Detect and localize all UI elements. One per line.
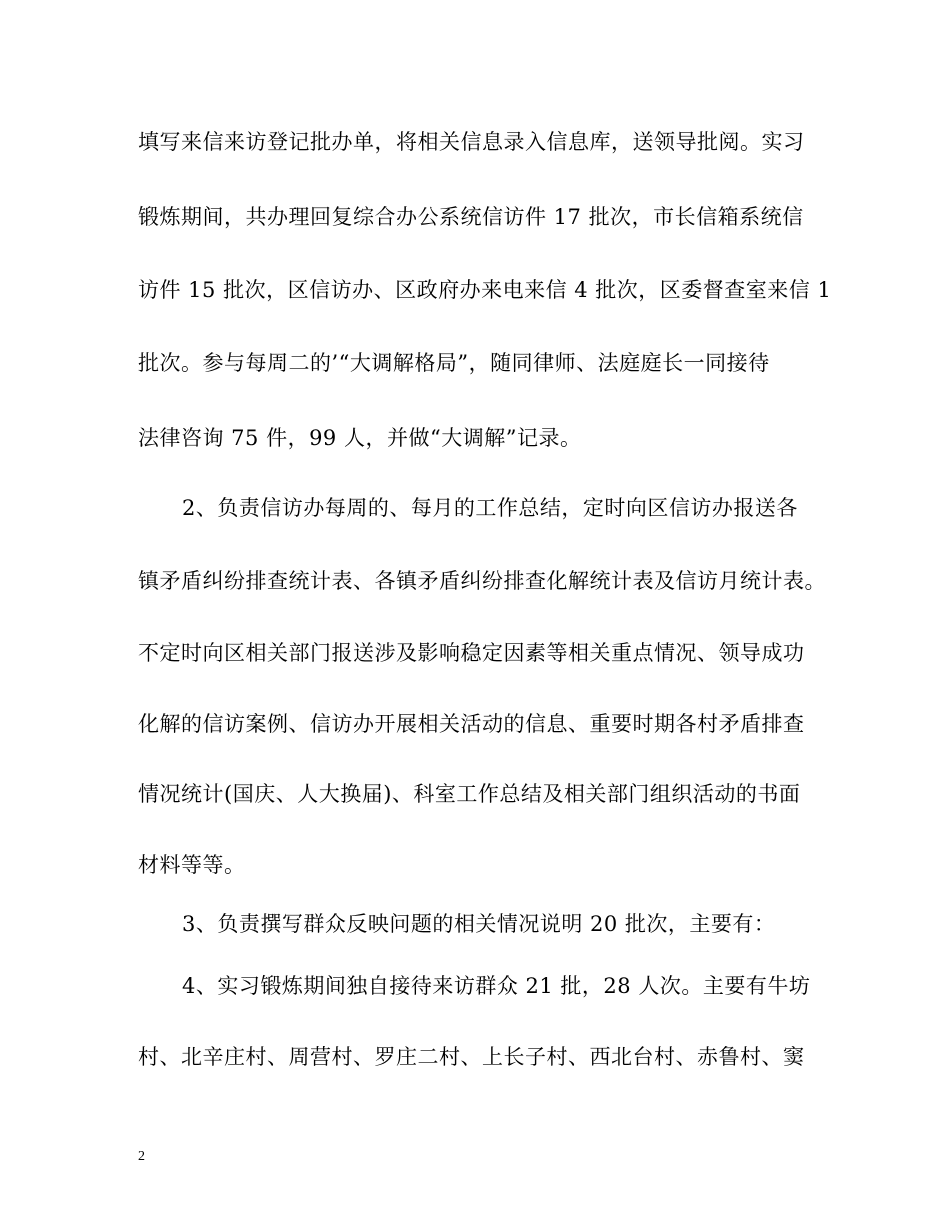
paragraph-2-line: 2、负责信访办每周的、每月的工作总结，定时向区信访办报送各 <box>182 496 798 520</box>
text-line: 镇矛盾纠纷排查统计表、各镇矛盾纠纷排查化解统计表及信访月统计表。 <box>138 569 826 593</box>
text-line: 不定时向区相关部门报送涉及影响稳定因素等相关重点情况、领导成功 <box>138 641 805 665</box>
text-line: 法律咨询 75 件，99 人，并做“大调解”记录。 <box>138 426 582 450</box>
text-line: 填写来信来访登记批办单，将相关信息录入信息库，送领导批阅。实习 <box>138 130 805 154</box>
text-line: 材料等等。 <box>138 853 246 877</box>
text-line: 批次。参与每周二的’“大调解格局”，随同律师、法庭庭长一同接待 <box>138 351 770 375</box>
text-line: 锻炼期间，共办理回复综合办公系统信访件 17 批次，市长信箱系统信 <box>138 205 804 229</box>
text-line: 村、北辛庄村、周营村、罗庄二村、上长子村、西北台村、赤鲁村、窦 <box>138 1045 805 1069</box>
text-line: 化解的信访案例、信访办开展相关活动的信息、重要时期各村矛盾排查 <box>138 712 805 736</box>
paragraph-3-line: 3、负责撰写群众反映问题的相关情况说明 20 批次，主要有： <box>182 912 776 936</box>
page-number: 2 <box>138 1149 145 1164</box>
text-line: 访件 15 批次，区信访办、区政府办来电来信 4 批次，区委督查室来信 1 <box>138 278 832 302</box>
text-line: 情况统计(国庆、人大换届)、科室工作总结及相关部门组织活动的书面 <box>138 782 801 806</box>
paragraph-4-line: 4、实习锻炼期间独自接待来访群众 21 批，28 人次。主要有牛坊 <box>182 974 811 998</box>
